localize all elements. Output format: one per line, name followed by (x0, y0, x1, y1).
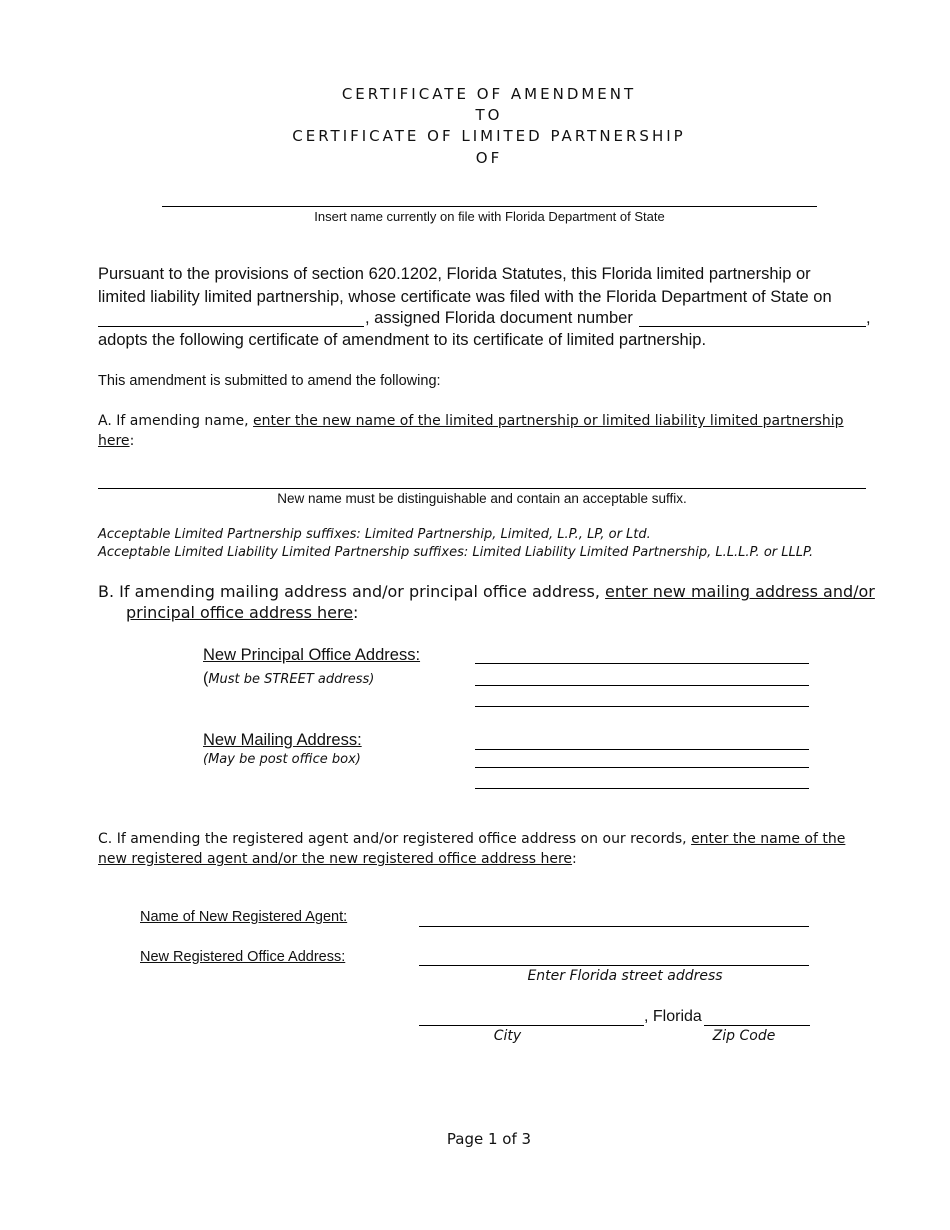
florida-label: , Florida (644, 1008, 702, 1025)
zip-code-field[interactable] (704, 1025, 810, 1026)
new-name-field[interactable] (98, 488, 866, 489)
lllp-suffixes-note: Acceptable Limited Liability Limited Partnership suffixes: Limited Liability Limited Partnership, L.L.L.P. or LLLP. (98, 545, 814, 560)
section-b-line-1 (98, 582, 875, 601)
section-b-label: B. (98, 582, 115, 601)
amendment-intro: This amendment is submitted to amend the following: (98, 373, 441, 389)
principal-office-note (203, 668, 374, 688)
mailing-address-line-1[interactable] (475, 749, 809, 750)
section-c-lead: If amending the registered agent and/or registered office address on our records, (116, 831, 687, 847)
registered-agent-field[interactable] (419, 926, 809, 927)
mailing-address-line-3[interactable] (475, 788, 809, 789)
principal-address-line-2[interactable] (475, 685, 809, 686)
intro-assigned: , assigned Florida document number (365, 309, 633, 327)
zip-code-caption: Zip Code (712, 1028, 776, 1044)
mailing-address-line-2[interactable] (475, 767, 809, 768)
mailing-address-note: (May be post office box) (203, 752, 361, 767)
city-caption: City (493, 1028, 522, 1044)
lp-suffixes-note: Acceptable Limited Partnership suffixes: Limited Partnership, Limited, L.P., LP, or Ltd. (98, 527, 651, 542)
section-c-instruction-end: new registered agent and/or the new registered office address here (98, 851, 573, 867)
city-field[interactable] (419, 1025, 644, 1026)
section-b-line-2 (126, 603, 358, 622)
mailing-address-label: New Mailing Address: (203, 731, 362, 749)
section-b-lead: If amending mailing address and/or principal office address, (119, 582, 600, 601)
registered-office-label: New Registered Office Address: (140, 949, 346, 965)
section-b-colon: : (353, 603, 359, 622)
page-number: Page 1 of 3 (446, 1130, 532, 1148)
document-number-field[interactable] (639, 326, 866, 327)
principal-note-text: Must be STREET address) (208, 672, 375, 687)
section-a-colon: : (129, 433, 135, 449)
section-c-line-2 (98, 851, 577, 867)
title-line-3: CERTIFICATE OF LIMITED PARTNERSHIP (292, 127, 686, 145)
section-c-colon: : (572, 851, 577, 867)
title-line-2: TO (475, 106, 503, 124)
intro-comma: , (866, 309, 871, 327)
section-a-line-2 (98, 433, 134, 449)
section-a-lead: If amending name, (116, 413, 249, 429)
intro-line-4: adopts the following certificate of amendment to its certificate of limited partnership. (98, 331, 707, 349)
title-line-1: CERTIFICATE OF AMENDMENT (341, 85, 637, 103)
current-name-field[interactable] (162, 206, 817, 207)
section-b-instruction: enter new mailing address and/or (605, 582, 875, 601)
filing-date-field[interactable] (98, 326, 364, 327)
principal-address-line-3[interactable] (475, 706, 809, 707)
section-a-instruction: enter the new name of the limited partnership or limited liability limited partnership (253, 413, 844, 429)
principal-note-paren: ( (203, 670, 209, 687)
section-b-instruction-end: principal office address here (126, 603, 354, 622)
new-name-caption: New name must be distinguishable and contain an acceptable suffix. (277, 491, 687, 506)
principal-address-line-1[interactable] (475, 663, 809, 664)
intro-line-1: Pursuant to the provisions of section 620.1202, Florida Statutes, this Florida limited partnership or (98, 265, 811, 283)
current-name-caption: Insert name currently on file with Florida Department of State (314, 209, 665, 224)
principal-office-label: New Principal Office Address: (203, 646, 421, 664)
section-c-label: C. (98, 831, 113, 847)
registered-office-street-field[interactable] (419, 965, 809, 966)
section-a-instruction-end: here (98, 433, 130, 449)
section-c-instruction: enter the name of the (691, 831, 846, 847)
title-line-4: OF (475, 149, 503, 167)
section-a-label: A. (98, 413, 112, 429)
street-address-caption: Enter Florida street address (527, 968, 723, 984)
registered-agent-label: Name of New Registered Agent: (140, 909, 348, 925)
intro-line-2: limited liability limited partnership, whose certificate was filed with the Florida Department of State on (98, 288, 832, 306)
section-a-line-1 (98, 413, 844, 429)
section-c-line-1 (98, 831, 845, 847)
